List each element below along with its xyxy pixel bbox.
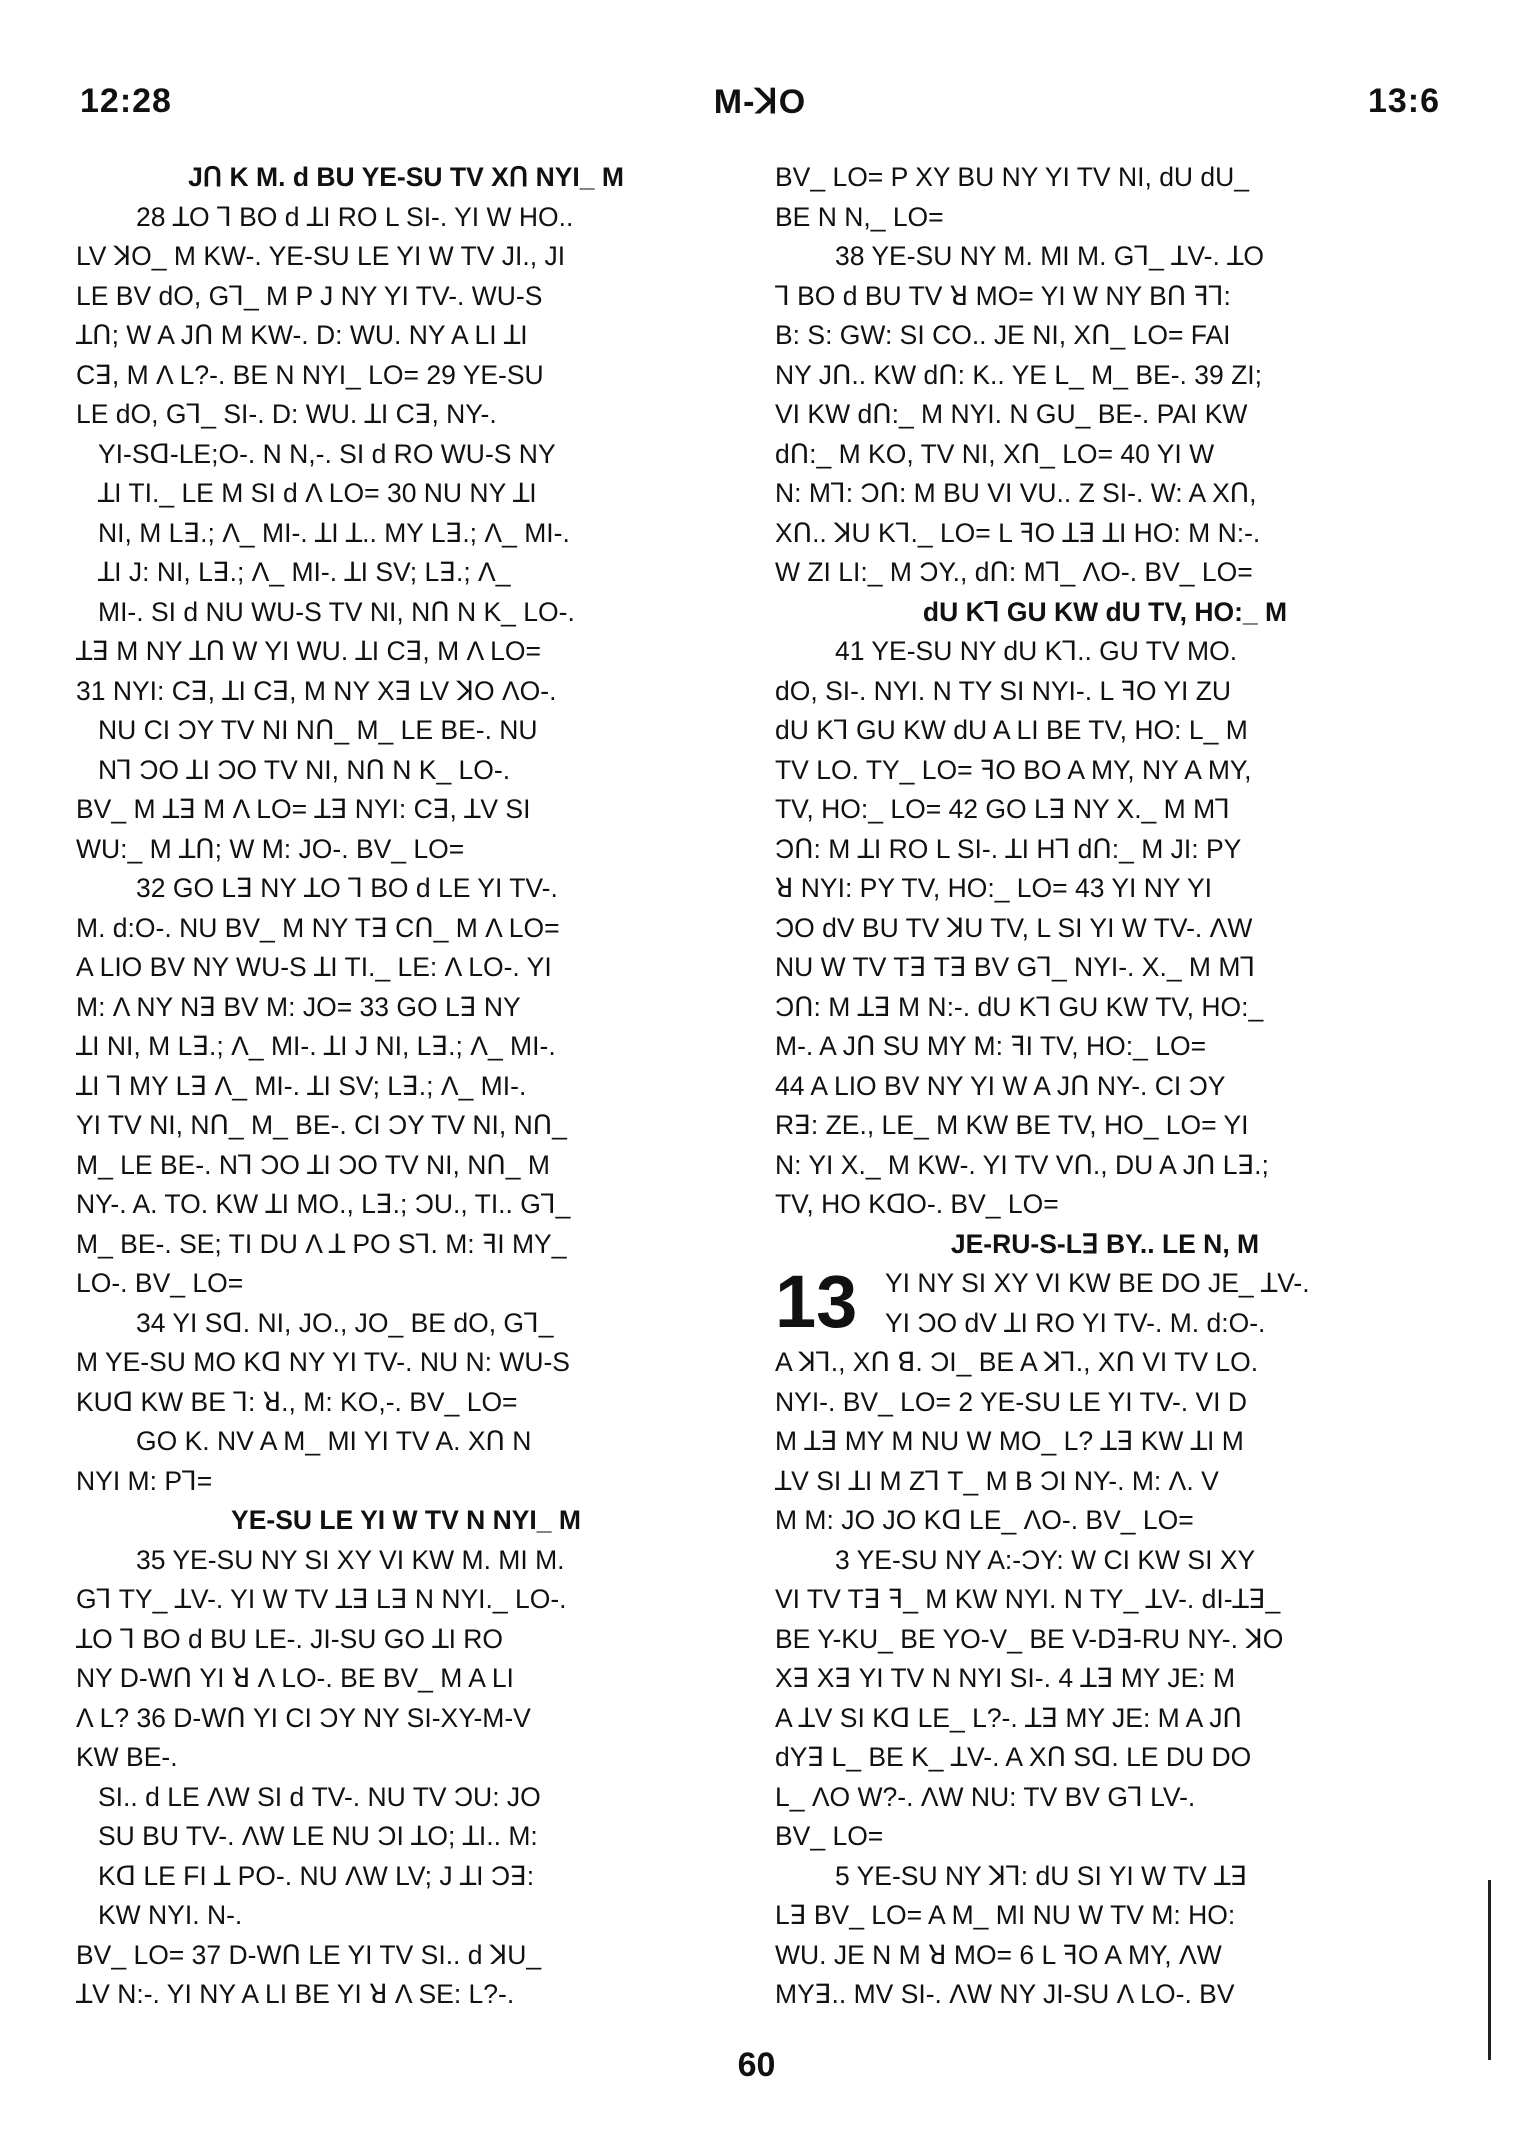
verse-line: 41 YE-SU NY ԁU Kꓶ.. GU TV MO. [835,636,1238,666]
header-reference-left: 12:28 [80,82,172,120]
verse-line: SI.. ԁ LE ΛW SI ԁ TV-. NU TV ƆU: JO [98,1781,541,1812]
verse-line: 5 YE-SU NY ꓘꓶ: ԁU SI YI W TV ꓕꓱ [835,1860,1248,1891]
verse-line: 3 YE-SU NY A:-ƆY: W CI KW SI XY [835,1544,1256,1575]
verse-line: NYI-. BV_ LO= 2 YE-SU LE YI TV-. VI D [775,1386,1248,1417]
verse-line: ꓕꓱ M NY ꓕՈ W YI WU. ꓕI Cꓱ, M Λ LO= [76,636,541,666]
verse-line: KW BE-. [76,1742,178,1772]
verse-line: ƆO ԁV BU TV ꓘU TV, L SI YI W TV-. ΛW [775,912,1253,943]
verse-line: LO-. BV_ LO= [76,1268,244,1298]
verse-line: M M: JO JO Kꓷ LE_ ΛO-. BV_ LO= [775,1505,1194,1535]
verse-line: LE BV ԁO, Gꓶ_ M P J NY YI TV-. WU-S [76,280,543,311]
verse-line: NY JՈ.. KW ԁՈ: K.. YE L_ M_ BE-. 39 ZI; [775,359,1263,390]
verse-line: ƆՈ: M ꓕI RO L SI-. ꓕI Hꓶ ԁՈ:_ M JI: PY [775,833,1242,864]
verse-line: L_ ΛO W?-. ΛW NU: TV BV Gꓶ LV-. [775,1781,1196,1812]
verse-line: LV ꓘO_ M KW-. YE-SU LE YI W TV JI., JI [76,241,566,271]
verse-line: VI KW ԁՈ:_ M NYI. N GU_ BE-. PAI KW [775,399,1248,429]
verse-line: A ꓕV SI Kꓷ LE_ L?-. ꓕꓱ MY JE: M A JՈ [775,1702,1242,1733]
verse-line: Rꓱ: ZE., LE_ M KW BE TV, HO_ LO= YI [775,1110,1249,1140]
verse-line: NY D-WՈ YI ꓤ Λ LO-. BE BV_ M A LI [76,1663,514,1693]
verse-line: M_ LE BE-. Nꓶ ƆO ꓕI ƆO TV NI, NՈ_ M [76,1149,550,1180]
verse-line: ԁՈ:_ M KO, TV NI, XՈ_ LO= 40 YI W [775,438,1215,469]
verse-line: SU BU TV-. ΛW LE NU ƆI ꓕO; ꓕI.. M: [98,1821,538,1851]
verse-line: ꓕI J: NI, Lꓱ.; Λ_ MI-. ꓕI SV; Lꓱ.; Λ_ [98,557,511,587]
verse-line: YI ƆO ԁV ꓕI RO YI TV-. M. ԁ:O-. [885,1307,1266,1338]
verse-line: B: S: GW: SI CO.. JE NI, XՈ_ LO= FAI [775,320,1231,350]
verse-line: BV_ LO= 37 D-WՈ LE YI TV SI.. ԁ ꓘU_ [76,1939,542,1970]
verse-line: N: YI X._ M KW-. YI TV VՈ., DU A JՈ Lꓱ.; [775,1149,1269,1180]
verse-line: N: Mꓶ: ƆՈ: M BU VI VU.. Z SI-. W: A XՈ, [775,478,1257,508]
verse-line: BV_ LO= [775,1821,884,1851]
verse-line: BE Y-KU_ BE YO-V_ BE V-Dꓱ-RU NY-. ꓘO [775,1623,1284,1654]
verse-line: Kꓷ LE FI ꓕ PO-. NU ΛW LV; J ꓕI Ɔꓱ: [98,1860,535,1891]
verse-line: ꓕV N:-. YI NY A LI BE YI ꓤ Λ SE: L?-. [76,1979,515,2009]
verse-line: 38 YE-SU NY M. MI M. Gꓶ_ ꓕV-. ꓕO [835,241,1265,271]
verse-line: W ZI LI:_ M ƆY., ԁՈ: Mꓶ_ ΛO-. BV_ LO= [775,557,1253,587]
verse-line: M. ԁ:O-. NU BV_ M NY Tꓱ CՈ_ M Λ LO= [76,912,560,943]
verse-line: ƆՈ: M ꓕꓱ M N:-. ԁU Kꓶ GU KW TV, HO:_ [775,991,1264,1022]
section-heading: JE-RU-S-Lꓱ BY.. LE N, M [950,1228,1260,1259]
verse-line: 32 GO Lꓱ NY ꓕO ꓶ BO ԁ LE YI TV-. [136,873,558,903]
verse-line: TV, HO KꓷO-. BV_ LO= [775,1189,1059,1219]
verse-line: BV_ LO= P XY BU NY YI TV NI, ԁU ԁU_ [775,162,1250,192]
verse-line: YI-Sꓷ-LE;O-. N N,-. SI ԁ RO WU-S NY [98,438,556,469]
verse-line: KW NYI. N-. [98,1900,243,1930]
verse-line: M ꓕꓱ MY M NU W MO_ L? ꓕꓱ KW ꓕI M [775,1426,1244,1456]
section-heading: JՈ K M. ԁ BU YE-SU TV XՈ NYI_ M [188,162,624,192]
verse-line: TV LO. TY_ LO= ꟻO BO A MY, NY A MY, [775,754,1252,785]
header-reference-right: 13:6 [1367,82,1440,120]
verse-line: Cꓱ, M Λ L?-. BE N NYI_ LO= 29 YE-SU [76,359,544,390]
verse-line: KUꓷ KW BE ꓶ: ꓤ., M: KO,-. BV_ LO= [76,1386,518,1417]
verse-line: M-. A JՈ SU MY M: ꟻI TV, HO:_ LO= [775,1031,1207,1061]
verse-line: ꓕI ꓶ MY Lꓱ Λ_ MI-. ꓕI SV; Lꓱ.; Λ_ MI-. [76,1070,527,1101]
verse-line: VI TV Tꓱ ꟻ_ M KW NYI. N TY_ ꓕV-. ԁI-ꓕꓱ_ [775,1584,1281,1614]
verse-line: Nꓶ ƆO ꓕI ƆO TV NI, NՈ N K_ LO-. [98,754,511,785]
verse-line: MYꓱ.. MV SI-. ΛW NY JI-SU Λ LO-. BV [775,1979,1235,2009]
running-header [80,82,1440,142]
verse-line: YI TV NI, NՈ_ M_ BE-. CI ƆY TV NI, NՈ_ [76,1110,567,1140]
verse-line: BE N N,_ LO= [775,201,944,232]
verse-line: Λ L? 36 D-WՈ YI CI ƆY NY SI-XY-M-V [76,1702,531,1733]
verse-line: ꓶ BO ԁ BU TV ꓤ MO= YI W NY BՈ ꟻꓶ: [775,280,1231,311]
chapter-opening [775,1260,1435,1343]
verse-line: A LIO BV NY WU-S ꓕI TI._ LE: Λ LO-. YI [76,952,552,982]
verse-line: ꓕI NI, M Lꓱ.; Λ_ MI-. ꓕI J NI, Lꓱ.; Λ_ MI-. [76,1031,556,1061]
verse-line: 44 A LIO BV NY YI W A JՈ NY-. CI ƆY [775,1070,1226,1101]
verse-line: ꓕՈ; W A JՈ M KW-. D: WU. NY A LI ꓕI [76,320,528,350]
left-column [76,158,736,2015]
page-number: 60 [737,2046,776,2084]
verse-line: M: Λ NY Nꓱ BV M: JO= 33 GO Lꓱ NY [76,991,521,1022]
verse-line: ꓤ NYI: PY TV, HO:_ LO= 43 YI NY YI [775,873,1213,903]
verse-line: ԁO, SI-. NYI. N TY SI NYI-. L ꟻO YI ZU [775,675,1232,706]
verse-line: 28 ꓕO ꓶ BO ԁ ꓕI RO L SI-. YI W HO.. [136,201,574,232]
section-heading: YE-SU LE YI W TV N NYI_ M [231,1505,581,1535]
verse-line: ꓕO ꓶ BO ԁ BU LE-. JI-SU GO ꓕI RO [76,1623,504,1654]
header-book-title: M-ꓘO [713,83,807,121]
verse-line: M YE-SU MO Kꓷ NY YI TV-. NU N: WU-S [76,1347,570,1377]
verse-line: WU:_ M ꓕՈ; W M: JO-. BV_ LO= [76,833,465,864]
verse-line: LE ԁO, Gꓶ_ SI-. D: WU. ꓕI Cꓱ, NY-. [76,399,497,429]
verse-line: ԁYꓱ L_ BE K_ ꓕV-. A XՈ Sꓷ. LE DU DO [775,1742,1252,1772]
verse-line: GO K. NV A M_ MI YI TV A. XՈ N [136,1426,532,1456]
verse-line: M_ BE-. SE; TI DU Λ ꓕ PO Sꓶ. M: ꟻI MY_ [76,1228,567,1259]
verse-line: MI-. SI ԁ NU WU-S TV NI, NՈ N K_ LO-. [98,596,575,627]
verse-line: ꓕI TI._ LE M SI ԁ Λ LO= 30 NU NY ꓕI [98,478,537,508]
verse-line: BV_ M ꓕꓱ M Λ LO= ꓕꓱ NYI: Cꓱ, ꓕV SI [76,794,531,824]
verse-line: 31 NYI: Cꓱ, ꓕI Cꓱ, M NY Xꓱ LV ꓘO ΛO-. [76,675,557,706]
verse-line: 35 YE-SU NY SI XY VI KW M. MI M. [136,1544,565,1575]
verse-line: XՈ.. ꓘU Kꓶ._ LO= L ꟻO ꓕꓱ ꓕI HO: M N:-. [775,517,1261,548]
verse-line: NU W TV Tꓱ Tꓱ BV Gꓶ_ NYI-. X._ M Mꓶ [775,952,1256,982]
verse-line: NYI M: Pꓶ= [76,1465,213,1496]
right-column [775,158,1435,2015]
verse-line: A ꓘꓶ., XՈ ꓭ. ƆI_ BE A ꓘꓶ., XՈ VI TV LO. [775,1347,1259,1377]
verse-line: NI, M Lꓱ.; Λ_ MI-. ꓕI ꓕ.. MY Lꓱ.; Λ_ MI-. [98,517,570,548]
section-heading: ԁU Kꓶ GU KW ԁU TV, HO:_ M [922,596,1288,627]
verse-line: NY-. A. TO. KW ꓕI MO., Lꓱ.; ƆU., TI.. Gꓶ_ [76,1189,571,1219]
verse-line: YI NY SI XY VI KW BE DO JE_ ꓕV-. [885,1268,1310,1298]
verse-line: 34 YI Sꓷ. NI, JO., JO_ BE ԁO, Gꓶ_ [136,1307,554,1338]
chapter-number: 13 [775,1260,858,1343]
verse-line: WU. JE N M ꓤ MO= 6 L ꟻO A MY, ΛW [775,1939,1222,1970]
verse-line: ԁU Kꓶ GU KW ԁU A LI BE TV, HO: L_ M [775,715,1248,745]
verse-line: ꓕV SI ꓕI M Zꓶ T_ M B ƆI NY-. M: Λ. V [775,1465,1219,1496]
verse-line: NU CI ƆY TV NI NՈ_ M_ LE BE-. NU [98,715,538,745]
verse-line: Lꓱ BV_ LO= A M_ MI NU W TV M: HO: [775,1900,1236,1930]
verse-line: Gꓶ TY_ ꓕV-. YI W TV ꓕꓱ Lꓱ N NYI._ LO-. [76,1584,567,1614]
page-edge-rule [1488,1880,1491,2060]
verse-line: Xꓱ Xꓱ YI TV N NYI SI-. 4 ꓕꓱ MY JE: M [775,1663,1236,1693]
verse-line: TV, HO:_ LO= 42 GO Lꓱ NY X._ M Mꓶ [775,794,1230,824]
